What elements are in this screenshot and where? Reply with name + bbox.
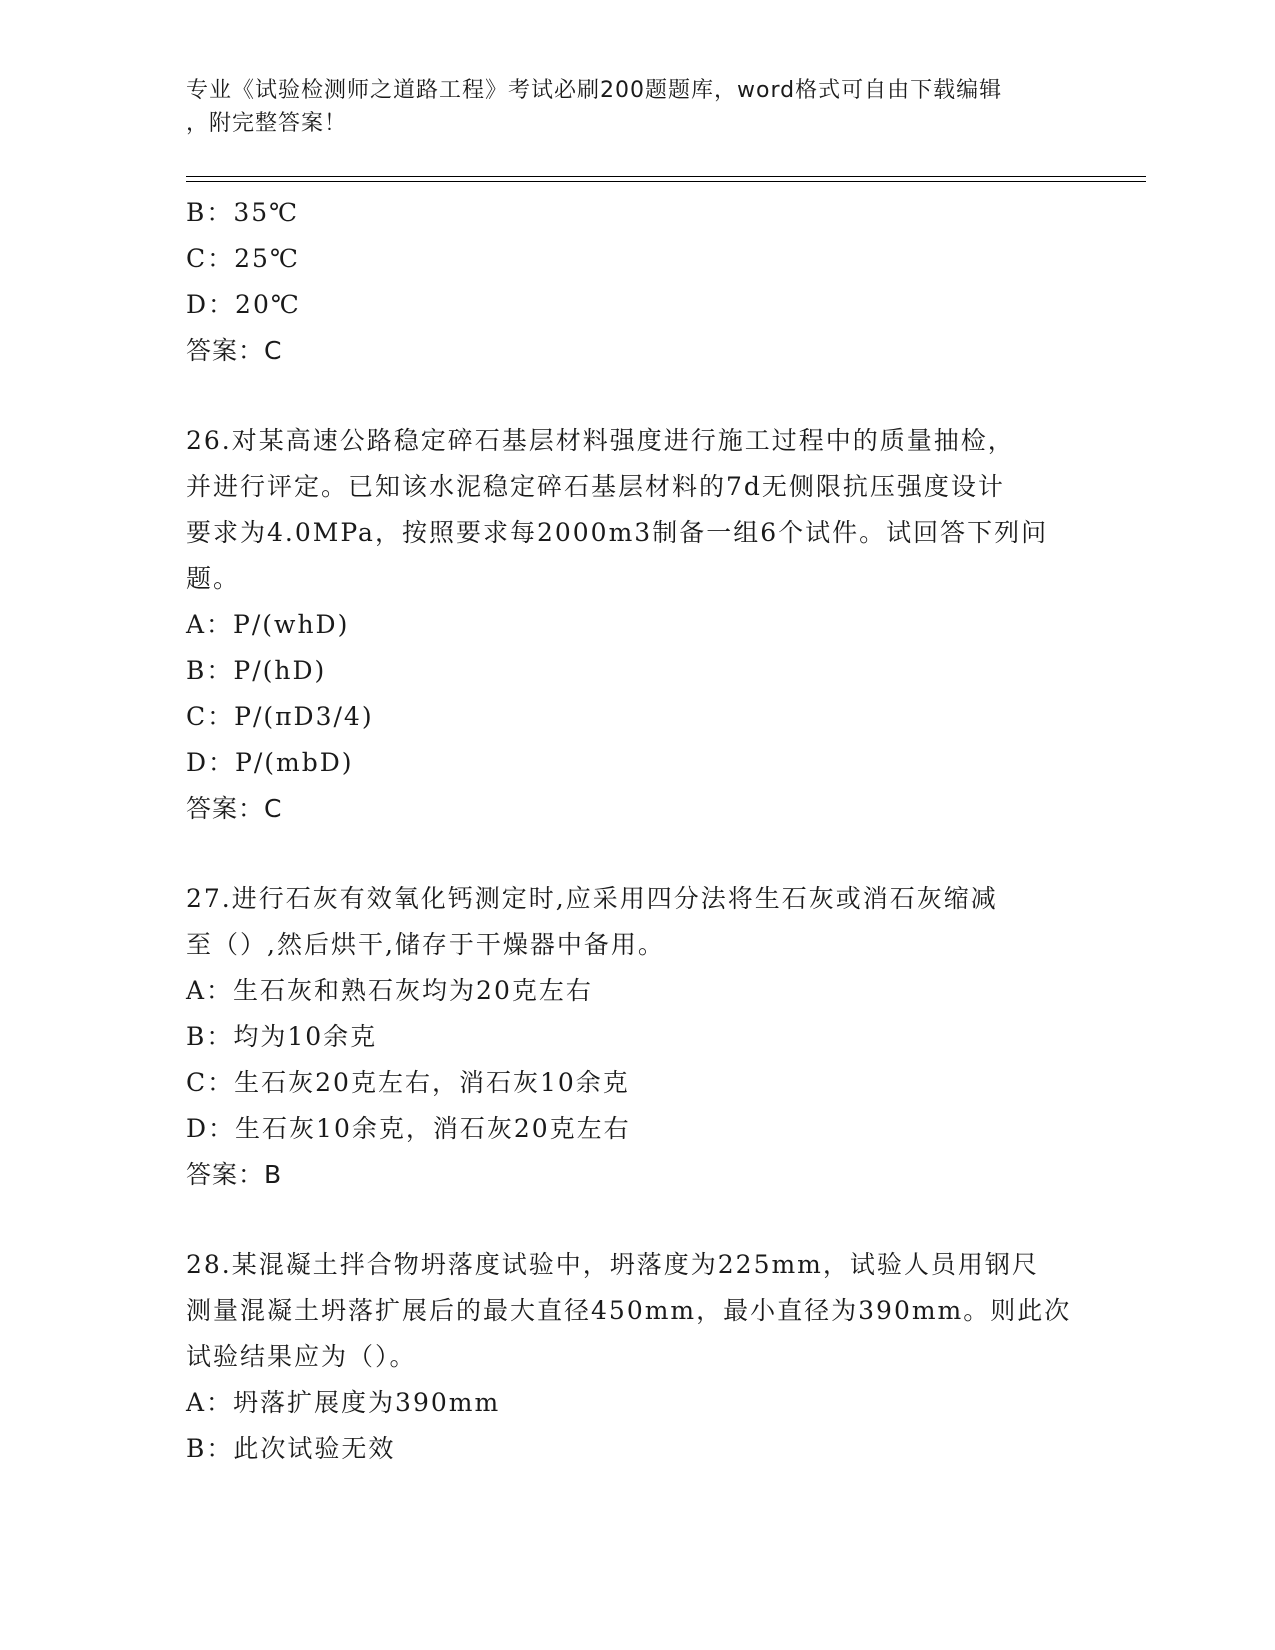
header-divider-bottom — [186, 181, 1146, 182]
question-26 — [186, 418, 1086, 832]
question-stem — [186, 1242, 1086, 1380]
answer-line: 答案：C — [186, 794, 283, 823]
option-a: A：P/(whD) — [186, 610, 350, 639]
question-25-partial — [186, 190, 1086, 374]
option-a: A：生石灰和熟石灰均为20克左右 — [186, 976, 593, 1005]
option-b: B：P/(hD) — [186, 656, 327, 685]
header-line-2: ，附完整答案！ — [186, 111, 348, 136]
stem-line: 27.进行石灰有效氧化钙测定时,应采用四分法将生石灰或消石灰缩减 — [186, 884, 998, 913]
answer-line: 答案：C — [186, 336, 283, 365]
option-c: C：25℃ — [186, 244, 300, 273]
question-list — [186, 190, 1086, 1472]
header-divider-top — [186, 176, 1146, 177]
stem-line: 试验结果应为（）。 — [186, 1342, 417, 1371]
question-stem — [186, 418, 1086, 602]
question-stem — [186, 876, 1086, 968]
answer-line: 答案：B — [186, 1160, 283, 1189]
stem-line: 测量混凝土坍落扩展后的最大直径450mm，最小直径为390mm。则此次 — [186, 1296, 1072, 1325]
option-b: B：均为10余克 — [186, 1022, 378, 1051]
option-c: C：P/(πD3/4) — [186, 702, 374, 731]
option-c: C：生石灰20克左右，消石灰10余克 — [186, 1068, 630, 1097]
stem-line: 28.某混凝土拌合物坍落度试验中，坍落度为225mm，试验人员用钢尺 — [186, 1250, 1039, 1279]
option-d: D：P/(mbD) — [186, 748, 354, 777]
option-d: D：20℃ — [186, 290, 301, 319]
option-b: B：此次试验无效 — [186, 1434, 396, 1463]
question-28 — [186, 1242, 1086, 1472]
option-d: D：生石灰10余克，消石灰20克左右 — [186, 1114, 631, 1143]
document-header — [186, 74, 1066, 140]
stem-line: 题。 — [186, 564, 241, 593]
header-line-1: 专业《试验检测师之道路工程》考试必刷200题题库，word格式可自由下载编辑 — [186, 78, 1003, 103]
stem-line: 26.对某高速公路稳定碎石基层材料强度进行施工过程中的质量抽检， — [186, 426, 1015, 455]
option-b: B：35℃ — [186, 198, 300, 227]
stem-line: 要求为4.0MPa，按照要求每2000m3制备一组6个试件。试回答下列问 — [186, 518, 1049, 547]
option-a: A：坍落扩展度为390mm — [186, 1388, 501, 1417]
question-27 — [186, 876, 1086, 1198]
stem-line: 并进行评定。已知该水泥稳定碎石基层材料的7d无侧限抗压强度设计 — [186, 472, 1005, 501]
stem-line: 至（）,然后烘干,储存于干燥器中备用。 — [186, 930, 665, 959]
